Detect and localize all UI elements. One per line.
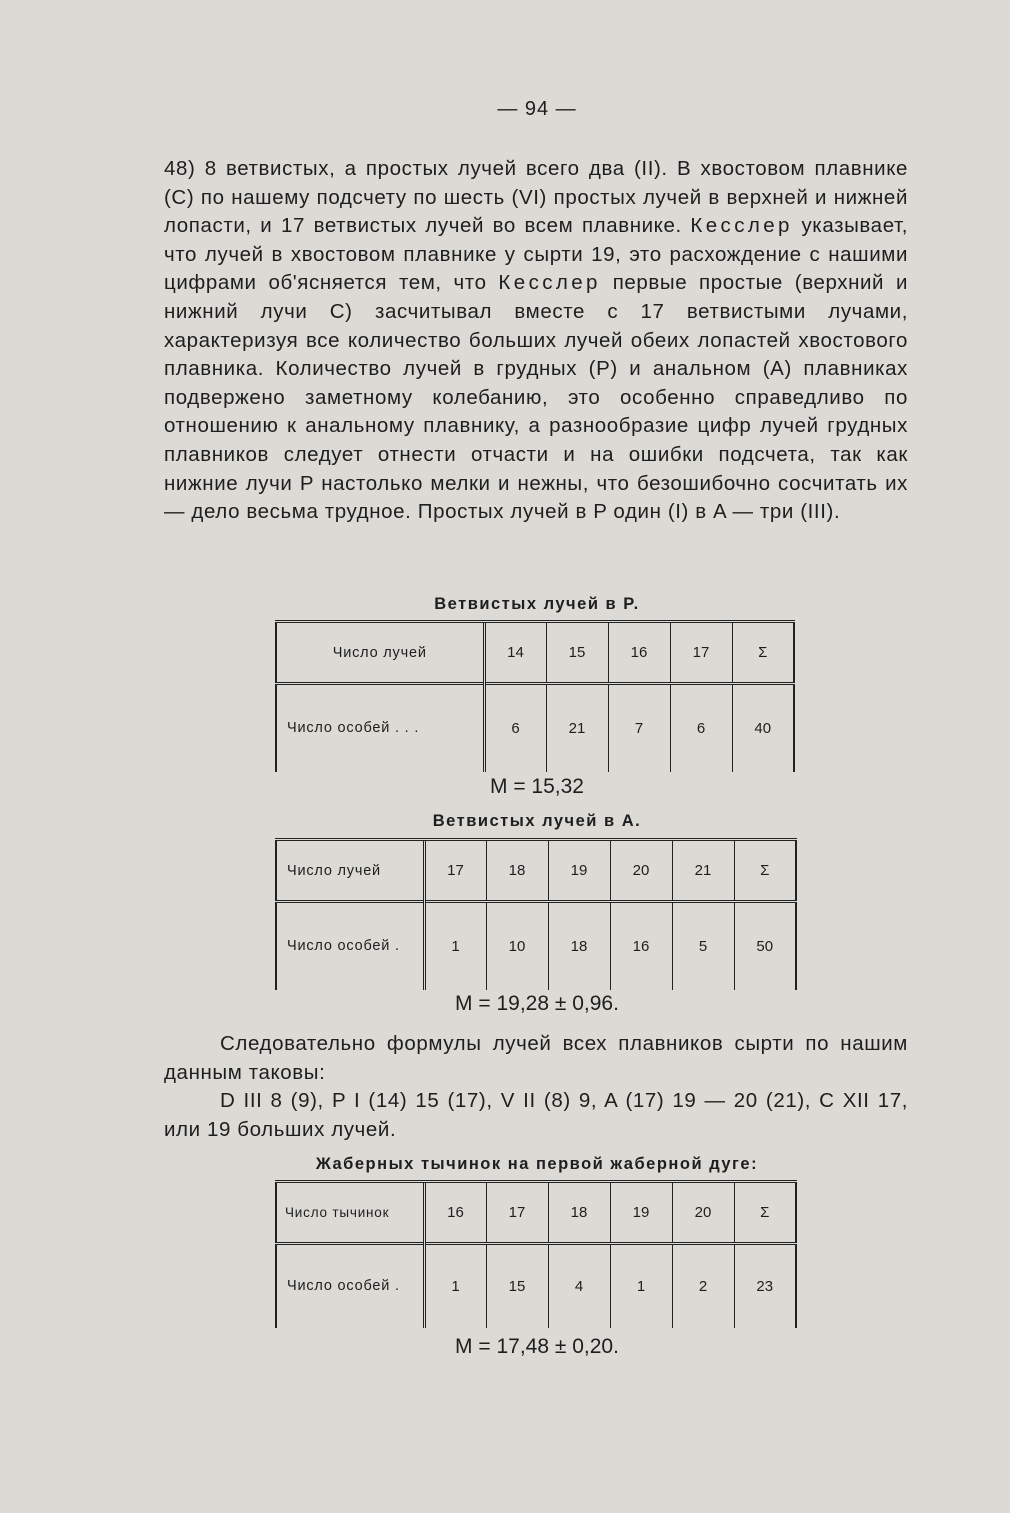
data-table (275, 1180, 797, 1328)
mean-value: M = 15,32 (490, 775, 584, 798)
row-label: Число особей . . . (276, 684, 484, 772)
table-cell: 18 (486, 840, 548, 902)
table-cell: 14 (484, 622, 546, 684)
table-cell: 20 (610, 840, 672, 902)
author-name: Кесслер (498, 271, 601, 295)
table-cell: 7 (608, 684, 670, 772)
paragraph-text: первые простые (верхний и нижний лучи C) засчитывал вместе с 17 ветвистыми лучами, характеризуя все количество больших лучей обеих лопастей хвостового плавника. Количество лучей в грудных (P) и анальном (A) плавниках подвержено заметному колебанию, это особенно справедливо по отношению к анальному плавнику, а разнообразие цифр лучей грудных плавников следует отнести отчасти и на ошибки подсчета, так как нижние лучи P настолько мелки и нежны, что безошибочно сосчитать их — дело весьма трудное. Простых лучей в P один (I) в A — три (III). (164, 271, 908, 524)
table-cell: 1 (424, 902, 486, 990)
paragraph-text: 48) 8 ветвистых, а простых лучей всего два (II). В хвостовом плавнике (C) по нашему подсчету по шесть (VI) простых лучей в верхней и нижней лопасти, и 17 ветвистых лучей во всем плавнике. (164, 157, 908, 238)
row-label: Число особей . (276, 1244, 424, 1328)
table-cell: Σ (734, 840, 796, 902)
table-cell: 6 (484, 684, 546, 772)
table-cell: 21 (546, 684, 608, 772)
row-label: Число тычинок (276, 1182, 424, 1244)
table-caption: Ветвистых лучей в A. (432, 812, 642, 830)
mean-value: M = 17,48 ± 0,20. (455, 1335, 619, 1358)
data-table (275, 838, 797, 990)
author-name: Кесслер (690, 214, 793, 238)
table-cell: 19 (610, 1182, 672, 1244)
row-label: Число особей . (276, 902, 424, 990)
table-cell: 17 (424, 840, 486, 902)
table-cell: 4 (548, 1244, 610, 1328)
table-cell: 15 (546, 622, 608, 684)
body-paragraph (164, 155, 908, 527)
table-cell: 17 (486, 1182, 548, 1244)
row-label: Число лучей (276, 622, 484, 684)
table-cell: 19 (548, 840, 610, 902)
table-cell: 16 (610, 902, 672, 990)
paragraph-text: указывает, что лучей в хвостовом плавнике у сырти 19, это расхождение с нашими цифрами об'ясняется тем, что (164, 214, 909, 295)
table-cell: 20 (672, 1182, 734, 1244)
table-caption: Ветвистых лучей в P. (434, 595, 640, 613)
table-row (276, 1182, 796, 1244)
table-cell: 17 (670, 622, 732, 684)
mean-value: M = 19,28 ± 0,96. (455, 992, 619, 1015)
table-cell: 1 (610, 1244, 672, 1328)
table-cell: Σ (734, 1182, 796, 1244)
table-cell: 18 (548, 902, 610, 990)
table-row (276, 840, 796, 902)
table-cell: 23 (734, 1244, 796, 1328)
table-row (276, 1244, 796, 1328)
row-label: Число лучей (276, 840, 424, 902)
table-row (276, 622, 794, 684)
table-cell: 40 (732, 684, 794, 772)
table-cell: 50 (734, 902, 796, 990)
table-caption: Жаберных тычинок на первой жаберной дуге: (315, 1155, 759, 1173)
table-cell: 15 (486, 1244, 548, 1328)
table-cell: 16 (424, 1182, 486, 1244)
table-cell: Σ (732, 622, 794, 684)
table-row (276, 684, 794, 772)
table-cell: 6 (670, 684, 732, 772)
table-cell: 18 (548, 1182, 610, 1244)
table-cell: 16 (608, 622, 670, 684)
fin-formula: D III 8 (9), P I (14) 15 (17), V II (8) 9, A (17) 19 — 20 (21), C XII 17, или 19 больших лучей. (164, 1089, 908, 1141)
paragraph-text: Следовательно формулы лучей всех плавников сырти по нашим данным таковы: (164, 1032, 908, 1084)
data-table (275, 620, 795, 772)
table-cell: 2 (672, 1244, 734, 1328)
table-cell: 21 (672, 840, 734, 902)
table-row (276, 902, 796, 990)
table-cell: 5 (672, 902, 734, 990)
table-cell: 10 (486, 902, 548, 990)
page-number: — 94 — (497, 98, 577, 120)
body-paragraph (164, 1030, 908, 1144)
table-cell: 1 (424, 1244, 486, 1328)
